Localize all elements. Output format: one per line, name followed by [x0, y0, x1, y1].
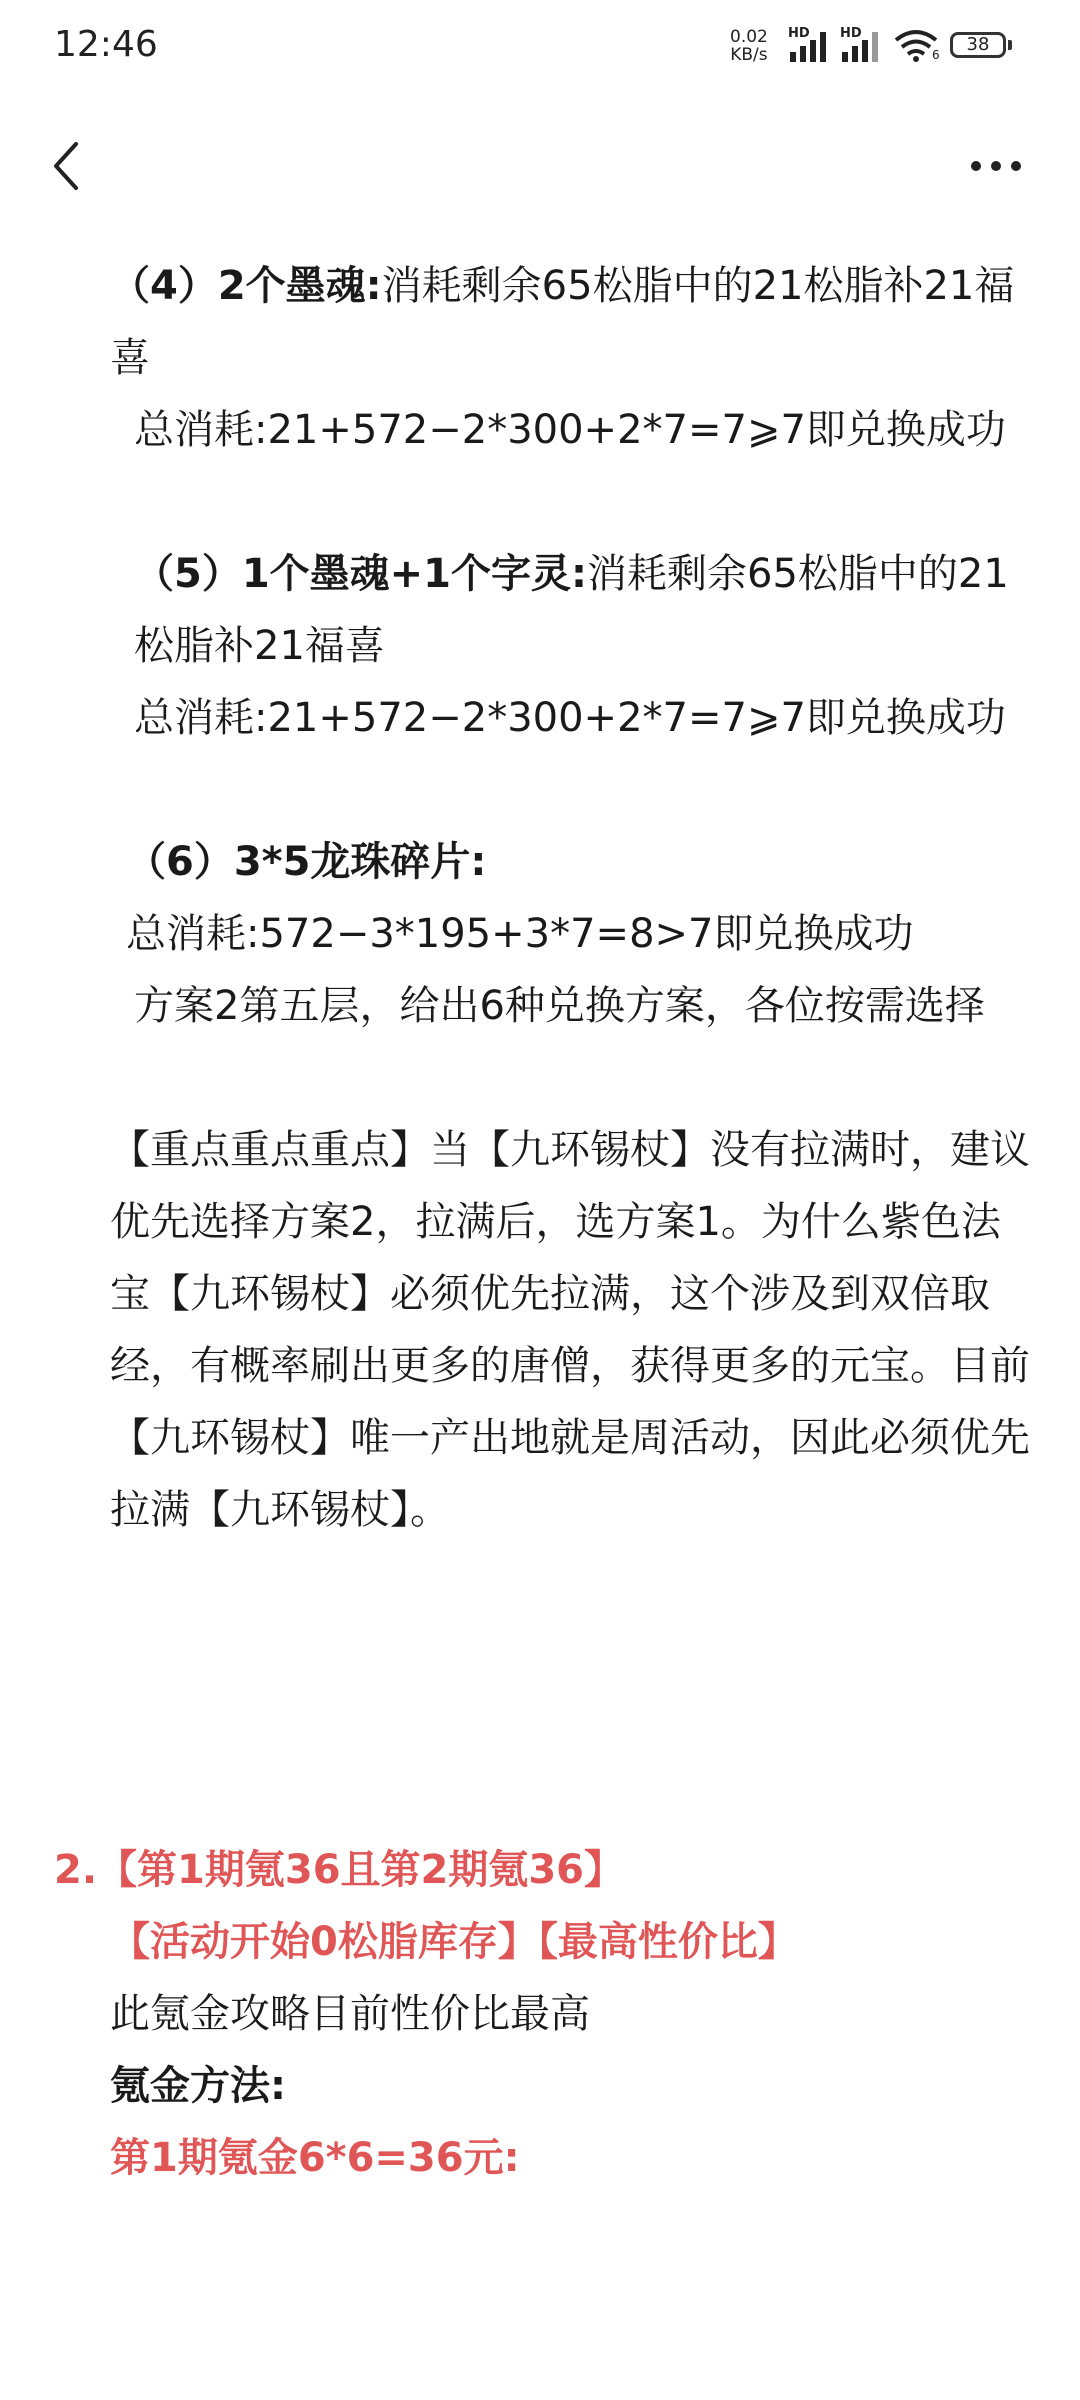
option-4-text: 消耗剩余65松脂中的21松脂补21福喜	[110, 263, 1015, 381]
option-4-title: （4）2个墨魂:	[110, 263, 382, 309]
plan-2-summary: 方案2第五层，给出6种兑换方案，各位按需选择	[134, 983, 985, 1029]
network-speed	[730, 28, 768, 64]
article-body	[54, 250, 1034, 2194]
option-6-title: （6）3*5龙珠碎片:	[126, 839, 487, 885]
status-bar	[0, 0, 1080, 96]
battery-cap	[1008, 40, 1012, 50]
network-speed-value: 0.02	[730, 27, 768, 47]
option-4	[54, 250, 1034, 394]
option-4-total: 总消耗:21+572−2*300+2*7=7⩾7即兑换成功	[134, 407, 1006, 453]
section-2-desc: 此氪金攻略目前性价比最高	[110, 1991, 590, 2037]
hd-badge: HD	[788, 26, 810, 41]
nav-bar	[0, 110, 1080, 220]
signal-icon	[788, 28, 834, 68]
wifi-icon	[892, 28, 942, 68]
clock: 12:46	[54, 24, 158, 65]
section-2-tags: 【活动开始0松脂库存】【最高性价比】	[110, 1919, 798, 1965]
signal-icon-2	[840, 28, 886, 68]
option-5-title: （5）1个墨魂+1个字灵:	[134, 551, 588, 597]
more-horizontal-icon[interactable]	[970, 158, 1022, 174]
chevron-left-icon[interactable]	[48, 138, 88, 194]
option-5	[54, 538, 1034, 682]
wifi-label: 6	[932, 48, 940, 62]
section-2-method: 氪金方法:	[110, 2063, 286, 2109]
network-speed-unit: KB/s	[730, 45, 768, 65]
section-2-period-1: 第1期氪金6*6=36元:	[110, 2135, 520, 2181]
hd-badge-2: HD	[840, 26, 862, 41]
section-2-heading: 2.【第1期氪36且第2期氪36】	[54, 1847, 625, 1893]
key-note: 【重点重点重点】当【九环锡杖】没有拉满时，建议优先选择方案2，拉满后，选方案1。为什么紫色法宝【九环锡杖】必须优先拉满，这个涉及到双倍取经，有概率刷出更多的唐僧，获得更多的元宝。目前【九环锡杖】唯一产出地就是周活动，因此必须优先拉满【九环锡杖】。	[110, 1127, 1030, 1533]
option-6-total: 总消耗:572−3*195+3*7=8>7即兑换成功	[126, 911, 914, 957]
option-5-text: 消耗剩余65松脂中的21松脂补21福喜	[134, 551, 1009, 669]
option-5-total: 总消耗:21+572−2*300+2*7=7⩾7即兑换成功	[134, 695, 1006, 741]
battery-icon: 38	[950, 32, 1006, 58]
